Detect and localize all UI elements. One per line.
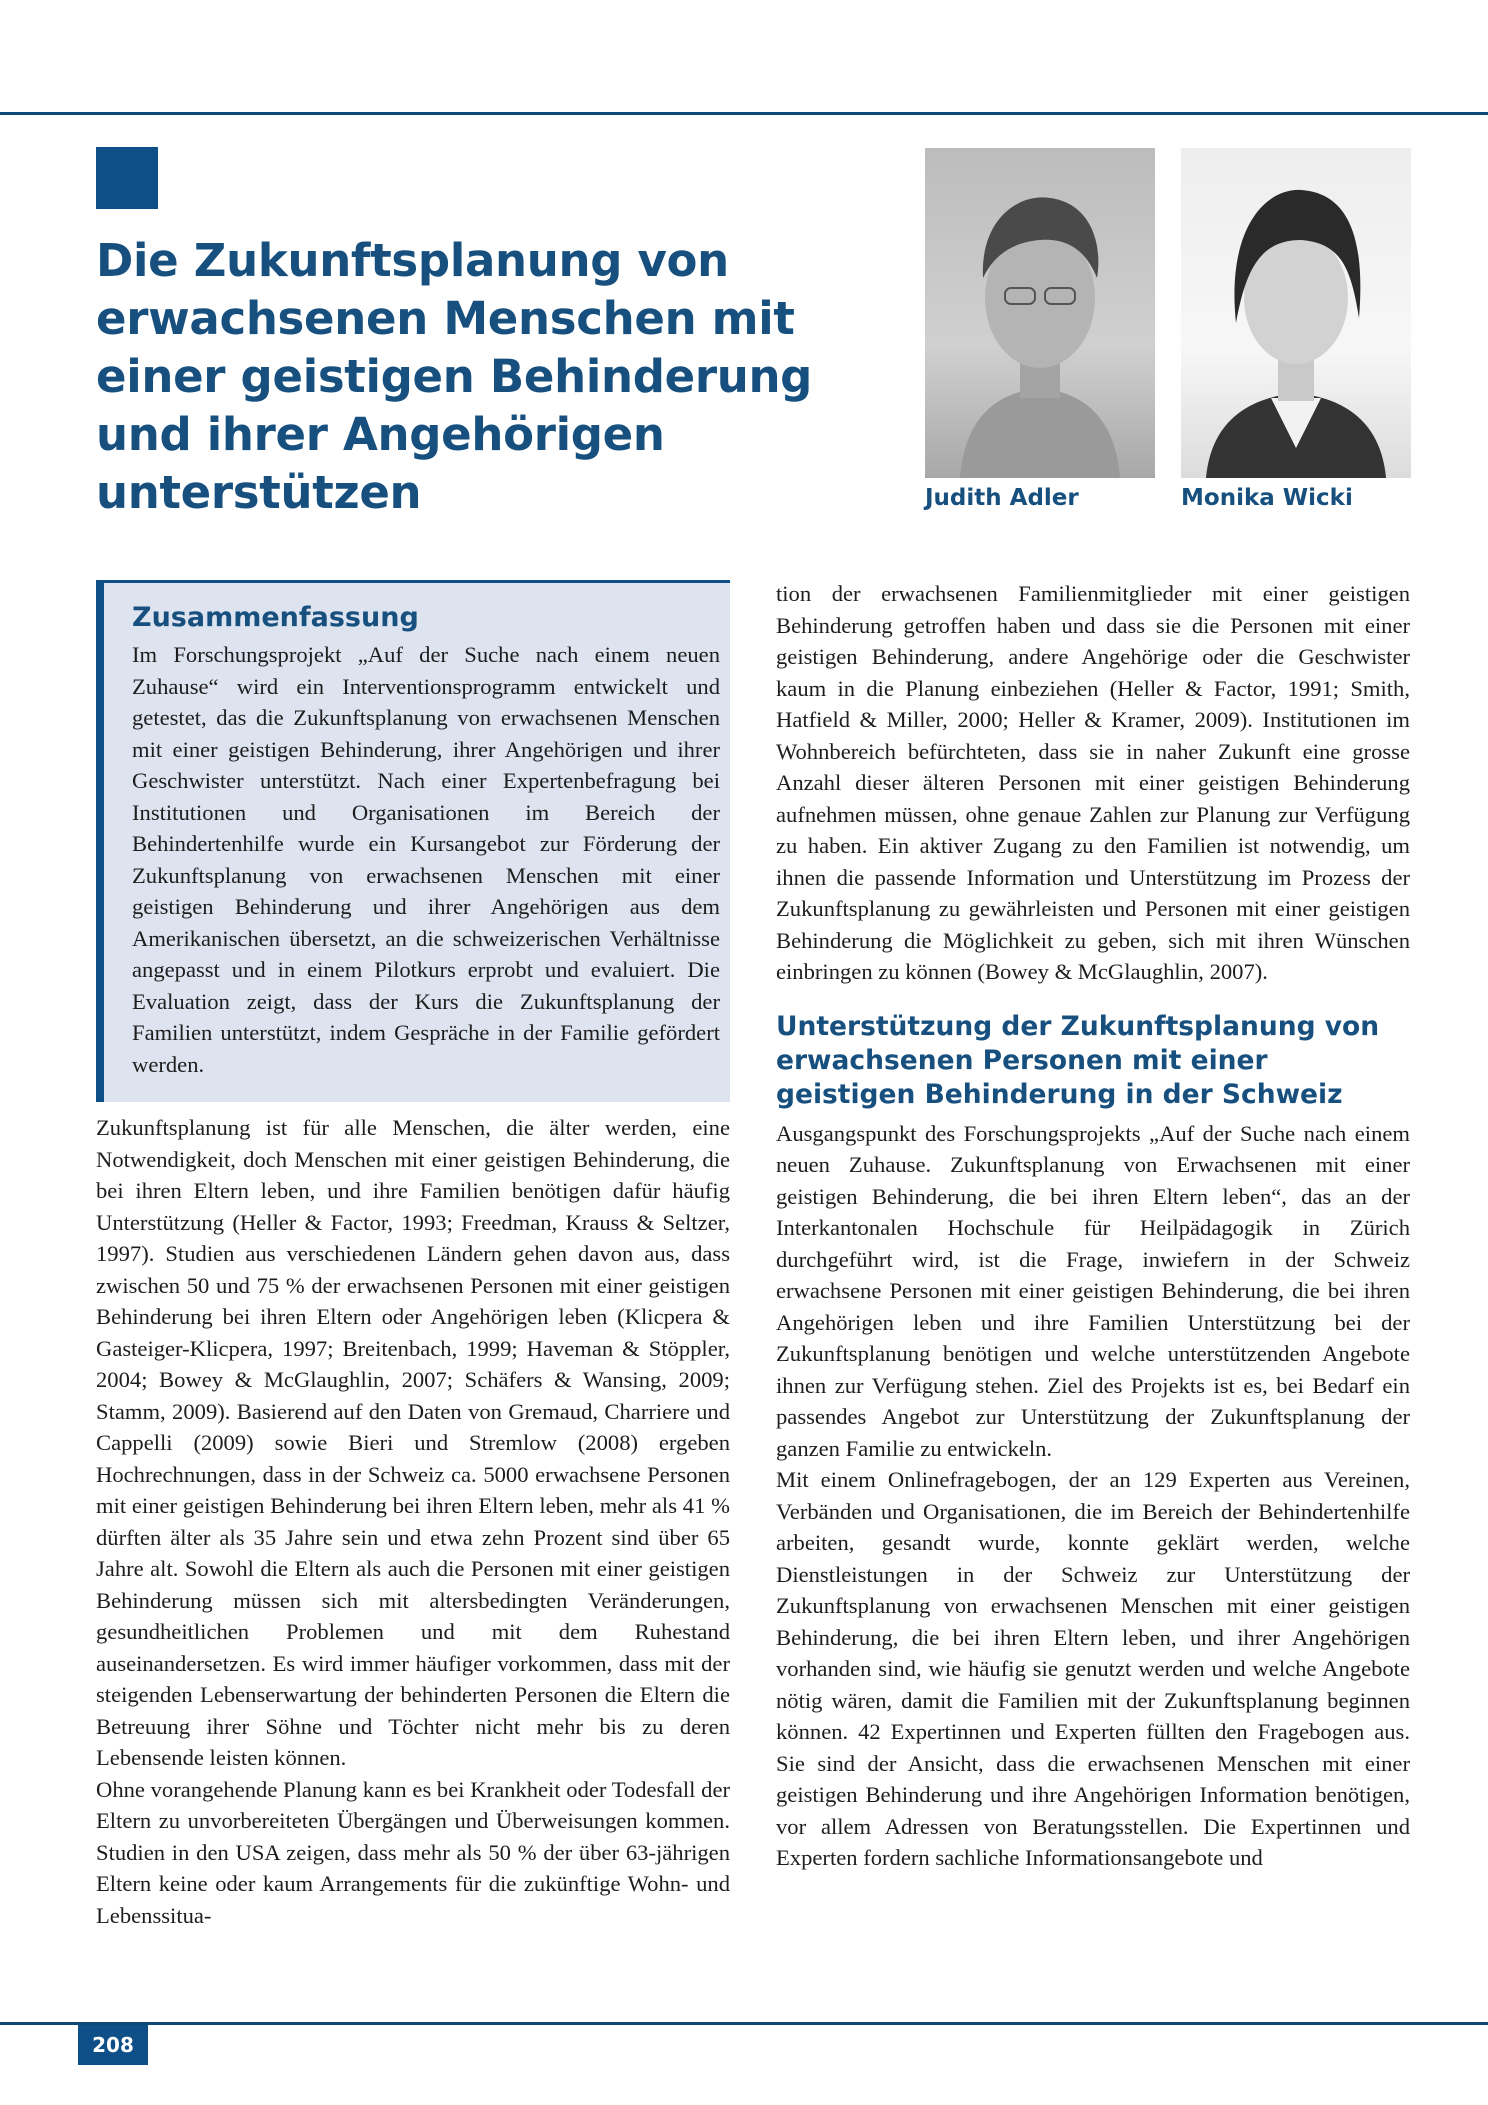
portrait-silhouette-icon bbox=[1181, 148, 1411, 478]
article-title: Die Zukunftsplanung von erwachsenen Menschen mit einer geistigen Behinderung und ihrer Angehörigen unterstützen bbox=[96, 234, 813, 519]
page-number: 208 bbox=[78, 2025, 148, 2065]
author-name-2: Monika Wicki bbox=[1181, 485, 1353, 511]
section-marker-square bbox=[96, 147, 158, 209]
author-photo-monika-wicki bbox=[1181, 148, 1411, 478]
abstract-box bbox=[96, 580, 730, 1102]
abstract-heading: Zusammenfassung bbox=[132, 602, 419, 633]
abstract-text: Im Forschungsprojekt „Auf der Suche nach einem neuen Zuhause“ wird ein Interventionsprogramm entwickelt und getestet, das die Zukunftsplanung von erwachsenen Menschen mit einer geistigen Behinderung, ihrer Angehörigen und ihrer Geschwister unterstützt. Nach einer Expertenbefragung bei Institutionen und Organisationen im Bereich der Behindertenhilfe wurde ein Kursangebot zur Förderung der Zukunftsplanung von erwachsenen Menschen mit einer geistigen Behinderung und ihrer Angehörigen aus dem Amerikanischen übersetzt, an die schweizerischen Verhältnisse angepasst und in einem Pilotkurs erprobt und evaluiert. Die Evaluation zeigt, dass der Kurs die Zukunftsplanung der Familien unterstützt, indem Gespräche in der Familie gefördert werden. bbox=[132, 642, 720, 1077]
left-paragraph-2: Ohne vorangehende Planung kann es bei Krankheit oder Todesfall der Eltern zu unvorbereiteten Übergängen und Überweisungen kommen. Studien in den USA zeigen, dass mehr als 50 % der über 63-jährigen Eltern keine oder kaum Arrangements für die zukünftige Wohn- und Lebenssitua- bbox=[96, 1776, 730, 1928]
author-photo-judith-adler bbox=[925, 148, 1155, 478]
left-column bbox=[96, 1112, 730, 1931]
top-rule bbox=[0, 112, 1488, 115]
right-paragraph-2: Ausgangspunkt des Forschungsprojekts „Auf der Suche nach einem neuen Zuhause. Zukunftsplanung von Erwachsenen mit einer geistigen Behinderung, die bei ihren Eltern leben“, das an der Interkantonalen Hochschule für Heilpädagogik in Zürich durchgeführt wird, ist die Frage, inwiefern in der Schweiz erwachsene Personen mit einer geistigen Behinderung, die bei ihren Angehörigen leben und ihre Familien Unterstützung bei der Zukunftsplanung benötigen und welche unterstützenden Angebote ihnen zur Verfügung stehen. Ziel des Projekts ist es, bei Bedarf ein passendes Angebot zur Unterstützung der Zukunftsplanung der ganzen Familie zu entwickeln. bbox=[776, 1120, 1410, 1461]
right-paragraph-3: Mit einem Onlinefragebogen, der an 129 Experten aus Vereinen, Verbänden und Organisationen, die im Bereich der Behindertenhilfe arbeiten, gesandt wurde, konnte geklärt werden, welche Dienstleistungen in der Schweiz zur Unterstützung der Zukunftsplanung von erwachsenen Menschen mit einer geistigen Behinderung, die bei ihren Eltern leben, und ihrer Angehörigen vorhanden sind, wie häufig sie genutzt werden und welche Angebote nötig wären, damit die Familien mit der Zukunftsplanung beginnen können. 42 Expertinnen und Experten füllten den Fragebogen aus. Sie sind der Ansicht, dass die erwachsenen Menschen mit einer geistigen Behinderung und ihre Angehörigen Information benötigen, vor allem Adressen von Beratungsstellen. Die Expertinnen und Experten fordern sachliche Informationsangebote und bbox=[776, 1467, 1410, 1870]
bottom-rule bbox=[0, 2022, 1488, 2025]
section-subheading: Unterstützung der Zukunftsplanung von erwachsenen Personen mit einer geistigen Behinderung in der Schweiz bbox=[776, 1010, 1380, 1110]
right-column bbox=[776, 578, 1410, 1874]
left-paragraph-1: Zukunftsplanung ist für alle Menschen, die älter werden, eine Notwendigkeit, doch Menschen mit einer geistigen Behinderung, die bei ihren Eltern leben, und ihre Familien benötigen dafür häufig Unterstützung (Heller & Factor, 1993; Freedman, Krauss & Seltzer, 1997). Studien aus verschiedenen Ländern gehen davon aus, dass zwischen 50 und 75 % der erwachsenen Personen mit einer geistigen Behinderung bei ihren Eltern oder Angehörigen leben (Klicpera & Gasteiger-Klicpera, 1997; Breitenbach, 1999; Haveman & Stöppler, 2004; Bowey & McGlaughlin, 2007; Schäfers & Wansing, 2009; Stamm, 2009). Basierend auf den Daten von Gremaud, Charriere und Cappelli (2009) sowie Bieri und Stremlow (2008) ergeben Hochrechnungen, dass in der Schweiz ca. 5000 erwachsene Personen mit einer geistigen Behinderung bei ihren Eltern leben, mehr als 41 % dürften älter als 35 Jahre sein und etwa zehn Prozent sind über 65 Jahre alt. Sowohl die Eltern als auch die Personen mit einer geistigen Behinderung müssen sich mit altersbedingten Veränderungen, gesundheitlichen Problemen und mit dem Ruhestand auseinandersetzen. Es wird immer häufiger vorkommen, dass mit der steigenden Lebenserwartung der behinderten Personen die Eltern die Betreuung ihrer Söhne und Töchter nicht mehr bis zu deren Lebensende leisten können. bbox=[96, 1115, 730, 1770]
right-paragraph-1: tion der erwachsenen Familienmitglieder mit einer geistigen Behinderung getroffen haben und dass sie die Personen mit einer geistigen Behinderung, andere Angehörige oder die Geschwister kaum in die Planung einbeziehen (Heller & Factor, 1991; Smith, Hatfield & Miller, 2000; Heller & Kramer, 2009). Institutionen im Wohnbereich befürchteten, dass sie in naher Zukunft eine grosse Anzahl dieser älteren Personen mit einer geistigen Behinderung aufnehmen müssen, ohne genaue Zahlen zur Planung zur Verfügung zu haben. Ein aktiver Zugang zu den Familien ist notwendig, um ihnen die passende Information und Unterstützung im Prozess der Zukunftsplanung zu gewährleisten und Personen mit einer geistigen Behinderung die Möglichkeit zu geben, sich mit ihren Wünschen einbringen zu können (Bowey & McGlaughlin, 2007). bbox=[776, 581, 1410, 984]
author-name-1: Judith Adler bbox=[925, 485, 1079, 511]
portrait-silhouette-icon bbox=[925, 148, 1155, 478]
